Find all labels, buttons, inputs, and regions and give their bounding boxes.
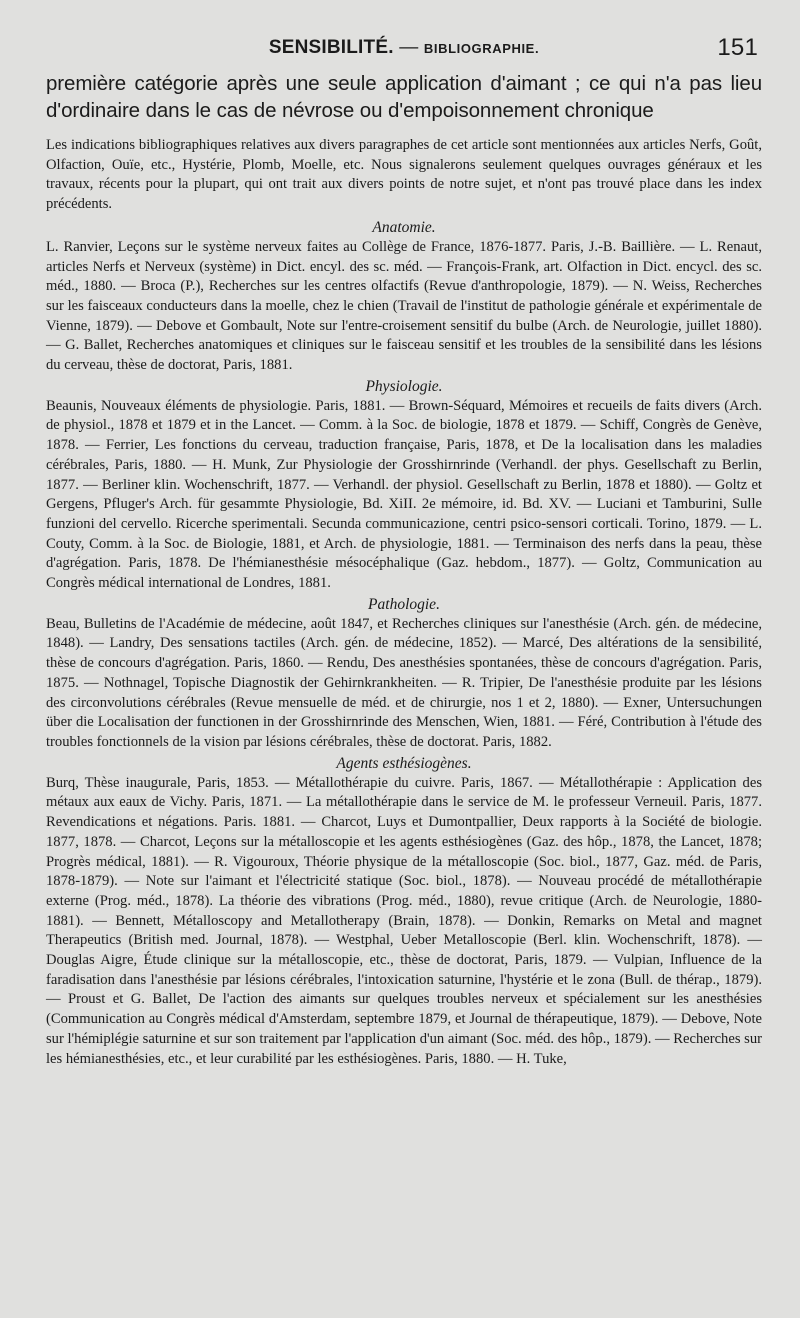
page-number: 151 bbox=[717, 34, 758, 61]
header-title: SENSIBILITÉ. bbox=[268, 37, 394, 58]
section-text: L. Ranvier, Leçons sur le système nerveux faites au Collège de France, 1876-1877. Paris, J.-B. Baillière. — L. Renaut, articles Nerfs et Nerveux (système) in Dict. encyl. des sc. méd. — François-Frank, art. Olfaction in Dict. encycl. des sc. méd., 1880. — Broca (P.), Recherches sur les centres olfactifs (Revue d'anthropologie, 1879). — N. Weiss, Recherches sur les faisceaux conducteurs dans la moelle, chez le chien (Travail de l'institut de pathologie générale et expérimentale de Vienne, 1879). — Debove et Gombault, Note sur l'entre-croisement sensitif du bulbe (Arch. de Neurologie, juillet 1880). — G. Ballet, Recherches anatomiques et cliniques sur le faisceau sensitif et les troubles de la sensibilité dans les lésions du cerveau, thèse de doctorat, Paris, 1881. bbox=[46, 238, 762, 374]
lead-paragraph: première catégorie après une seule application d'aimant ; ce qui n'a pas lieu d'ordinaire dans le cas de névrose ou d'empoisonnement chronique bbox=[46, 72, 762, 122]
running-header bbox=[46, 28, 762, 68]
section-anatomie bbox=[46, 217, 762, 376]
intro-paragraph: Les indications bibliographiques relatives aux divers paragraphes de cet article sont mentionnées aux articles Nerfs, Goût, Olfaction, Ouïe, etc., Hystérie, Plomb, Moelle, etc. Nous signalerons seulement quelques ouvrages généraux et les travaux, récents pour la plupart, qui ont trait aux divers points de notre sujet, et n'ont pas trouvé place dans les index précédents. bbox=[46, 137, 762, 213]
section-heading: Physiologie. bbox=[365, 377, 443, 395]
header-dash: — bbox=[399, 37, 419, 58]
section-agents-esthesiogenes bbox=[46, 753, 762, 1070]
section-heading: Agents esthésiogènes. bbox=[336, 754, 472, 772]
section-text: Burq, Thèse inaugurale, Paris, 1853. — Métallothérapie du cuivre. Paris, 1867. — Métallothérapie : Application des métaux aux eaux de Vichy. Paris, 1871. — La métallothérapie dans le service de M. le professeur Verneuil. Paris, 1877. Revendications et négations. Paris. 1881. — Charcot, Luys et Dumontpallier, Deux rapports à la Société de biologie. 1877, 1878. — Charcot, Leçons sur la métalloscopie et les agents esthésiogènes (Gaz. des hôp., 1878, the Lancet, 1878; Progrès médical, 1881). — R. Vigouroux, Théorie physique de la métalloscopie (Soc. biol., 1877, Gaz. méd. de Paris, 1878-1879). — Note sur l'aimant et l'électricité statique (Soc. biol., 1878). — Nouveau procédé de métallothérapie externe (Prog. méd., 1878). La théorie des vibrations (Prog. méd., 1880), revue critique (Arch. de Neurologie, 1880-1881). — Bennett, Métalloscopy and Metallotherapy (Brain, 1878). — Donkin, Remarks on Metal and magnet Therapeutics (British med. Journal, 1878). — Westphal, Ueber Metalloscopie (Berl. klin. Wochenschrift, 1878). — Douglas Aigre, Étude clinique sur la métalloscopie, etc., thèse de doctorat, Paris, 1879. — Vulpian, Influence de la faradisation dans l'anesthésie par lésions cérébrales, l'intoxication saturnine, l'hystérie et le zona (Bull. de thérap., 1879). — Proust et G. Ballet, De l'action des aimants sur quelques troubles nerveux et spécialement sur les anesthésies (Communication au Congrès médical d'Amsterdam, septembre 1879, et Journal de thérapeutique, 1879). — Debove, Note sur l'hémiplégie saturnine et sur son traitement par l'application d'un aimant (Soc. méd. des hôp., 1879). — Recherches sur les hémianesthésies, etc., et leur curabilité par les esthésiogènes. Paris, 1880. — H. Tuke, bbox=[46, 774, 762, 1067]
section-physiologie bbox=[46, 376, 762, 594]
section-text: Beaunis, Nouveaux éléments de physiologie. Paris, 1881. — Brown-Séquard, Mémoires et recueils de faits divers (Arch. de physiol., 1878 et 1879 et in the Lancet. — Comm. à la Soc. de biologie, 1878 et 1879. — Schiff, Congrès de Genève, 1878. — Ferrier, Les fonctions du cerveau, traduction française, Paris, 1878, et De la localisation dans les maladies cérébrales, Paris, 1880. — H. Munk, Zur Physiologie der Grosshirnrinde (Verhandl. der phys. Gesellschaft zu Berlin, 1877. — Berliner klin. Wochenschrift, 1877. — Verhandl. der physiol. Gesellschaft zu Berlin, 1878 et 1880). — Goltz et Gergens, Pfluger's Arch. für gesammte Physiologie, Bd. XiII. 2e mémoire, id. Bd. XV. — Luciani et Tamburini, Sulle funzioni del cervello. Ricerche sperimentali. Secunda communicazione, centri psico-sensori corticali. Torino, 1879. — L. Couty, Comm. à la Soc. de Biologie, 1881, et Arch. de physiologie, 1881. — Terminaison des nerfs dans la peau, thèse d'agrégation. Paris, 1878. De l'hémianesthésie mésocéphalique (Gaz. hebdom., 1877). — Goltz, Communication au Congrès médical international de Londres, 1881. bbox=[46, 397, 762, 592]
section-pathologie bbox=[46, 594, 762, 753]
section-heading: Anatomie. bbox=[372, 218, 436, 236]
section-heading: Pathologie. bbox=[368, 595, 440, 613]
section-text: Beau, Bulletins de l'Académie de médecine, août 1847, et Recherches cliniques sur l'anesthésie (Arch. gén. de médecine, 1848). — Landry, Des sensations tactiles (Arch. gén. de médecine, 1852). — Marcé, Des altérations de la sensibilité, thèse de concours d'agrégation. Paris, 1860. — Rendu, Des anesthésies spontanées, thèse de concours d'agrégation. Paris, 1875. — Nothnagel, Topische Diagnostik der Gehirnkrankheiten. — R. Tripier, De l'anesthésie produite par les lésions des circonvolutions cérébrales (Revue mensuelle de méd. et de chirurgie, nos 1 et 2, 1880). — Exner, Untersuchungen über die Localisation der functionen in der Grosshirnrinde des Menschen, Wien, 1881. — Féré, Contribution à l'étude des troubles fonctionnels de la vision par lésions cérébrales, thèse de doctorat. Paris, 1882. bbox=[46, 615, 762, 750]
header-subtitle: BIBLIOGRAPHIE. bbox=[423, 41, 540, 56]
